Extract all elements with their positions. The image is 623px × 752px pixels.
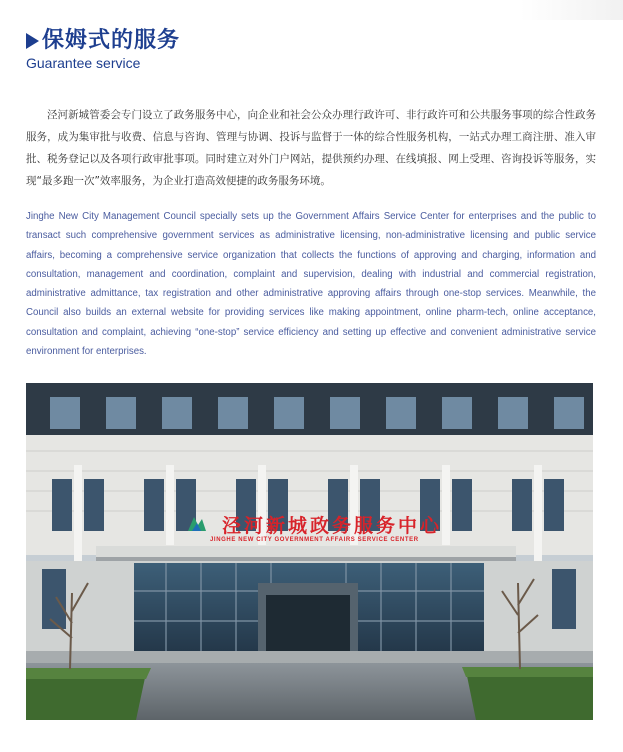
title-chinese: 保姆式的服务 [42,28,181,53]
building-photo [26,383,593,720]
paragraph-english: Jinghe New City Management Council specially sets up the Government Affairs Service Center for enterprises and the public to transact such comprehensive government services as administrative licensing, non-administrative licensing and public service affairs, becoming a comprehensive service organization that collects the functions of approving and charging, information and consultation, management and coordination, complaint and supervision, dealing with industrial and commercial registration, administrative admittance, tax registration and other administrative approving affairs through one-stop services. Meanwhile, the Council also builds an external website for providing services like making appointment, online pharm-tech, online acceptance, consultation and complaint, achieving “one-stop” service efficiency and setting up effective and convenient administrative service environment for enterprises. [26,211,596,358]
building-sign-chinese: 泾河新城政务服务中心 [222,515,443,537]
triangle-arrow-icon [26,33,39,49]
title-english: Guarantee service [26,55,141,71]
service-center-logo-icon [186,515,208,533]
section-title [26,28,180,54]
paragraph-chinese: 泾河新城管委会专门设立了政务服务中心，向企业和社会公众办理行政许可、非行政许可和公共服务事项的综合性政务服务，成为集审批与收费、信息与咨询、管理与协调、投诉与监督于一体的综合性服务机构，一站式办理工商注册、准入审批、税务登记以及各项行政审批事项。同时建立对外门户网站，提供预约办理、在线填报、网上受理、咨询投诉等服务，实现“最多跑一次”效率服务，为企业打造高效便捷的政务服务环境。 [26,109,596,187]
corner-shade [520,0,623,20]
building-sign-english: JINGHE NEW CITY GOVERNMENT AFFAIRS SERVICE CENTER [210,537,419,543]
building-illustration [26,383,593,720]
